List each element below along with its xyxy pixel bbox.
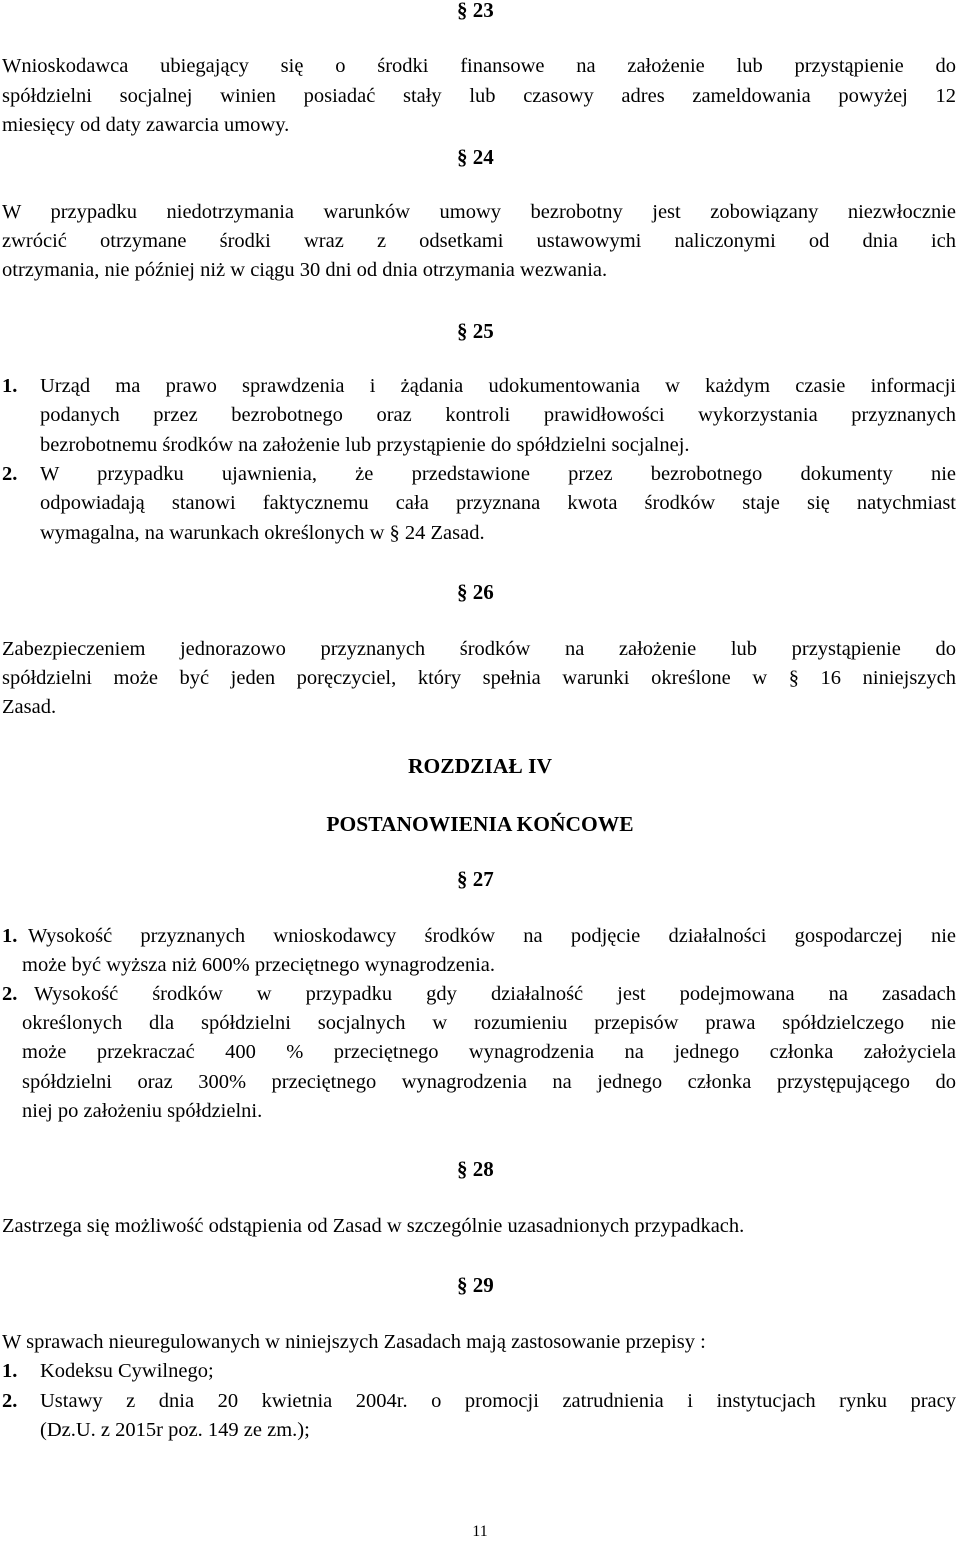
- section-29-item-2-line-1: Ustawy z dnia 20 kwietnia 2004r. o promocji zatrudnienia i instytucjach rynku pracy: [40, 1390, 956, 1412]
- chapter-title: ROZDZIAŁ IV: [408, 754, 552, 778]
- section-27-item-2-line-3: może przekraczać 400 % przeciętnego wynagrodzenia na jednego członka założyciela: [22, 1041, 956, 1063]
- section-25-item-2-line-3: wymagalna, na warunkach określonych w § 24 Zasad.: [40, 522, 485, 544]
- section-27-item-2-line-2: określonych dla spółdzielni socjalnych w rozumieniu przepisów prawa spółdzielczego nie: [22, 1012, 956, 1034]
- section-28-heading: § 28: [457, 1157, 494, 1181]
- section-26-line-2: spółdzielni może być jeden poręczyciel, który spełnia warunki określone w § 16 niniejszych: [2, 667, 956, 689]
- section-23-heading: § 23: [457, 0, 494, 22]
- section-29-item-2-number: 2.: [2, 1390, 18, 1412]
- section-29-intro: W sprawach nieuregulowanych w niniejszych Zasadach mają zastosowanie przepisy :: [2, 1331, 706, 1353]
- section-29-heading: § 29: [457, 1273, 494, 1297]
- section-23-line-1: Wnioskodawca ubiegający się o środki finansowe na założenie lub przystąpienie do: [2, 55, 956, 77]
- section-26-line-1: Zabezpieczeniem jednorazowo przyznanych środków na założenie lub przystąpienie do: [2, 638, 956, 660]
- section-25-item-2-line-1: W przypadku ujawnienia, że przedstawione przez bezrobotnego dokumenty nie: [40, 463, 956, 485]
- section-23-line-3: miesięcy od daty zawarcia umowy.: [2, 114, 290, 136]
- section-26-heading: § 26: [457, 580, 494, 604]
- section-27-item-1-line-1: Wysokość przyznanych wnioskodawcy środków na podjęcie działalności gospodarczej nie: [28, 925, 956, 947]
- section-24-heading: § 24: [457, 145, 494, 169]
- section-24-line-3: otrzymania, nie później niż w ciągu 30 dni od dnia otrzymania wezwania.: [2, 259, 608, 281]
- section-29-item-1-line-1: Kodeksu Cywilnego;: [40, 1360, 214, 1382]
- section-29-item-1-number: 1.: [2, 1360, 18, 1382]
- section-27-item-2-line-5: niej po założeniu spółdzielni.: [22, 1100, 263, 1122]
- section-27-item-2-line-1: Wysokość środków w przypadku gdy działalność jest podejmowana na zasadach: [34, 983, 956, 1005]
- section-25-item-1-line-2: podanych przez bezrobotnego oraz kontroli prawidłowości wykorzystania przyznanych: [40, 404, 956, 426]
- section-27-item-2-line-4: spółdzielni oraz 300% przeciętnego wynagrodzenia na jednego członka przystępującego do: [22, 1071, 956, 1093]
- section-25-item-1-line-3: bezrobotnemu środków na założenie lub przystąpienie do spółdzielni socjalnej.: [40, 434, 690, 456]
- section-27-heading: § 27: [457, 867, 494, 891]
- section-25-item-1-line-1: Urząd ma prawo sprawdzenia i żądania udokumentowania w każdym czasie informacji: [40, 375, 956, 397]
- section-25-heading: § 25: [457, 319, 494, 343]
- section-24-line-2: zwrócić otrzymane środki wraz z odsetkami ustawowymi naliczonymi od dnia ich: [2, 230, 956, 252]
- section-27-item-1-number: 1.: [2, 925, 18, 947]
- section-26-line-3: Zasad.: [2, 696, 57, 718]
- section-24-line-1: W przypadku niedotrzymania warunków umowy bezrobotny jest zobowiązany niezwłocznie: [2, 201, 956, 223]
- section-28-text: Zastrzega się możliwość odstąpienia od Zasad w szczególnie uzasadnionych przypadkach.: [2, 1215, 745, 1237]
- page-number: 11: [472, 1523, 488, 1540]
- section-25-item-2-number: 2.: [2, 463, 18, 485]
- section-23-line-2: spółdzielni socjalnej winien posiadać stały lub czasowy adres zameldowania powyżej 12: [2, 85, 956, 107]
- section-25-item-2-line-2: odpowiadają stanowi faktycznemu cała przyznana kwota środków staje się natychmiast: [40, 492, 956, 514]
- section-29-item-2-line-2: (Dz.U. z 2015r poz. 149 ze zm.);: [40, 1419, 310, 1441]
- section-25-item-1-number: 1.: [2, 375, 18, 397]
- section-27-item-1-line-2: może być wyższa niż 600% przeciętnego wynagrodzenia.: [22, 954, 496, 976]
- section-27-item-2-number: 2.: [2, 983, 18, 1005]
- chapter-subtitle: POSTANOWIENIA KOŃCOWE: [326, 812, 634, 836]
